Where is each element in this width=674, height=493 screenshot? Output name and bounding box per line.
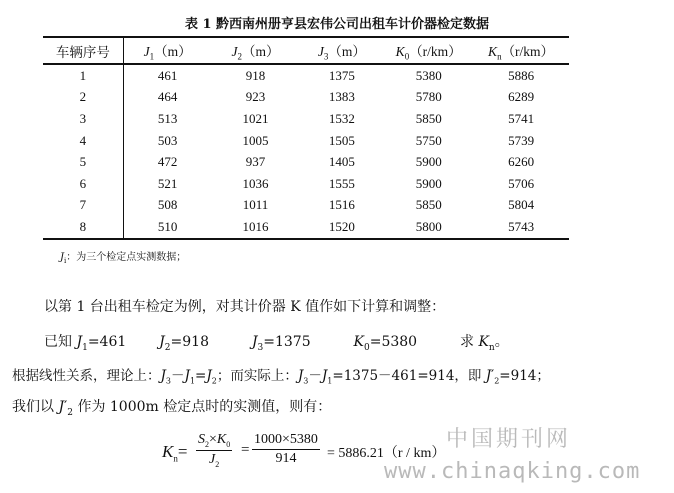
table-cell: 5750 xyxy=(415,132,442,148)
formula-denominator: 914 xyxy=(275,451,297,466)
known-k0: $K_0=5380$ xyxy=(353,334,418,353)
table-cell: 7 xyxy=(79,197,87,213)
table-cell: 5900 xyxy=(415,175,442,191)
table-row xyxy=(43,130,569,152)
table-footnote: $J_i$：为三个检定点实测数据； xyxy=(60,252,187,265)
table-row xyxy=(43,151,569,173)
known-prefix: 已知 xyxy=(44,334,72,350)
table-cell: 1520 xyxy=(299,216,384,239)
table-cell: 472 xyxy=(123,151,211,173)
known-values-line xyxy=(44,331,509,353)
table-cell: 5780 xyxy=(415,89,442,105)
paragraph-linear-relation: 根据线性关系，理论上：$J_3-J_1=J_2$；而实际上：$J_3-J_1=1375-461=914$，即 $J'_2=914$； xyxy=(12,368,550,386)
table-cell: 5380 xyxy=(415,67,442,83)
table-cell: 1383 xyxy=(328,89,355,105)
table-cell: 5741 xyxy=(508,110,535,126)
watermark-site-name: 中国期刊网 xyxy=(446,427,572,452)
table-cell: 1505 xyxy=(328,132,355,148)
known-j2: $J_2=918$ xyxy=(159,334,209,353)
table-cell: 6 xyxy=(79,175,87,191)
known-ask: 求 $K_n$。 xyxy=(459,334,509,353)
table-row xyxy=(43,108,569,130)
table-cell: 937 xyxy=(245,154,266,170)
table-cell: 5743 xyxy=(473,216,569,239)
table-cell: 2 xyxy=(79,89,87,105)
table-cell: 1555 xyxy=(328,175,355,191)
table-cell: 1532 xyxy=(328,110,355,126)
table-cell: 1011 xyxy=(242,197,269,213)
col-header-j2: $J_2(m)$ xyxy=(212,37,300,64)
known-j3: $J_3=1375$ xyxy=(251,334,311,353)
calibration-table xyxy=(43,36,569,240)
table-cell: 1036 xyxy=(242,175,269,191)
table-cell: 5804 xyxy=(508,197,535,213)
table-cell: 1005 xyxy=(242,132,269,148)
formula-lhs: $K_n=$ xyxy=(162,442,188,464)
table-cell: 1021 xyxy=(242,110,269,126)
col-header-j1: $J_1(m)$ xyxy=(123,37,211,64)
table-row xyxy=(43,87,569,109)
table-cell: 923 xyxy=(245,89,266,105)
table-cell: 513 xyxy=(123,108,211,130)
table-cell: 1016 xyxy=(212,216,300,239)
table-header-row xyxy=(43,37,569,64)
table-cell: 5 xyxy=(79,154,87,170)
table-cell: 1405 xyxy=(328,154,355,170)
table-cell: 8 xyxy=(43,216,123,239)
table-row xyxy=(43,64,569,87)
table-cell: 6289 xyxy=(508,89,535,105)
table-cell: 5706 xyxy=(508,175,535,191)
table-cell: 461 xyxy=(123,64,211,87)
watermark-url: www.chinaqking.com xyxy=(384,459,641,484)
formula-fraction-2 xyxy=(252,432,320,467)
table-cell: 4 xyxy=(79,132,87,148)
table-cell: 5800 xyxy=(384,216,473,239)
formula-fraction-1: $\frac{S_2\times K_0}{J_2}$ xyxy=(198,432,231,469)
table-cell: 5850 xyxy=(415,110,442,126)
table-caption: 表 1 黔西南州册亨县宏伟公司出租车计价器检定数据 xyxy=(184,17,490,32)
table-cell: 464 xyxy=(123,87,211,109)
table-row xyxy=(43,216,569,239)
table-cell: 918 xyxy=(245,67,266,83)
table-row xyxy=(43,173,569,195)
table-cell: 5739 xyxy=(508,132,535,148)
table-cell: 6260 xyxy=(508,154,535,170)
table-cell: 1516 xyxy=(328,197,355,213)
table-cell: 521 xyxy=(123,173,211,195)
col-header-j3: $J_3(m)$ xyxy=(299,37,384,64)
table-cell: 1375 xyxy=(328,67,355,83)
col-header-vehicle-no: 车辆序号 xyxy=(43,37,123,64)
col-header-kn: $K_n(r/km)$ xyxy=(473,37,569,64)
table-cell: 5900 xyxy=(415,154,442,170)
known-j1: $J_1=461$ xyxy=(76,334,127,353)
paragraph-example: 以第 1 台出租车检定为例，对其计价器 K 值作如下计算和调整： xyxy=(44,299,446,315)
table-cell: 508 xyxy=(123,195,211,217)
table-cell: 5886 xyxy=(508,67,535,83)
table-cell: 503 xyxy=(123,130,211,152)
col-header-k0: $K_0(r/km)$ xyxy=(384,37,473,64)
table-cell: 3 xyxy=(79,110,87,126)
table-cell: 510 xyxy=(123,216,211,239)
formula-result: = 5886.21（r / km） xyxy=(327,446,446,461)
formula-numerator: 1000×5380 xyxy=(252,432,320,450)
table-cell: 5850 xyxy=(415,197,442,213)
paragraph-use-measured: 我们以 $J'_2$ 作为 1000m 检定点时的实测值，则有： xyxy=(12,399,332,418)
table-cell: 1 xyxy=(79,67,87,83)
table-row xyxy=(43,195,569,217)
